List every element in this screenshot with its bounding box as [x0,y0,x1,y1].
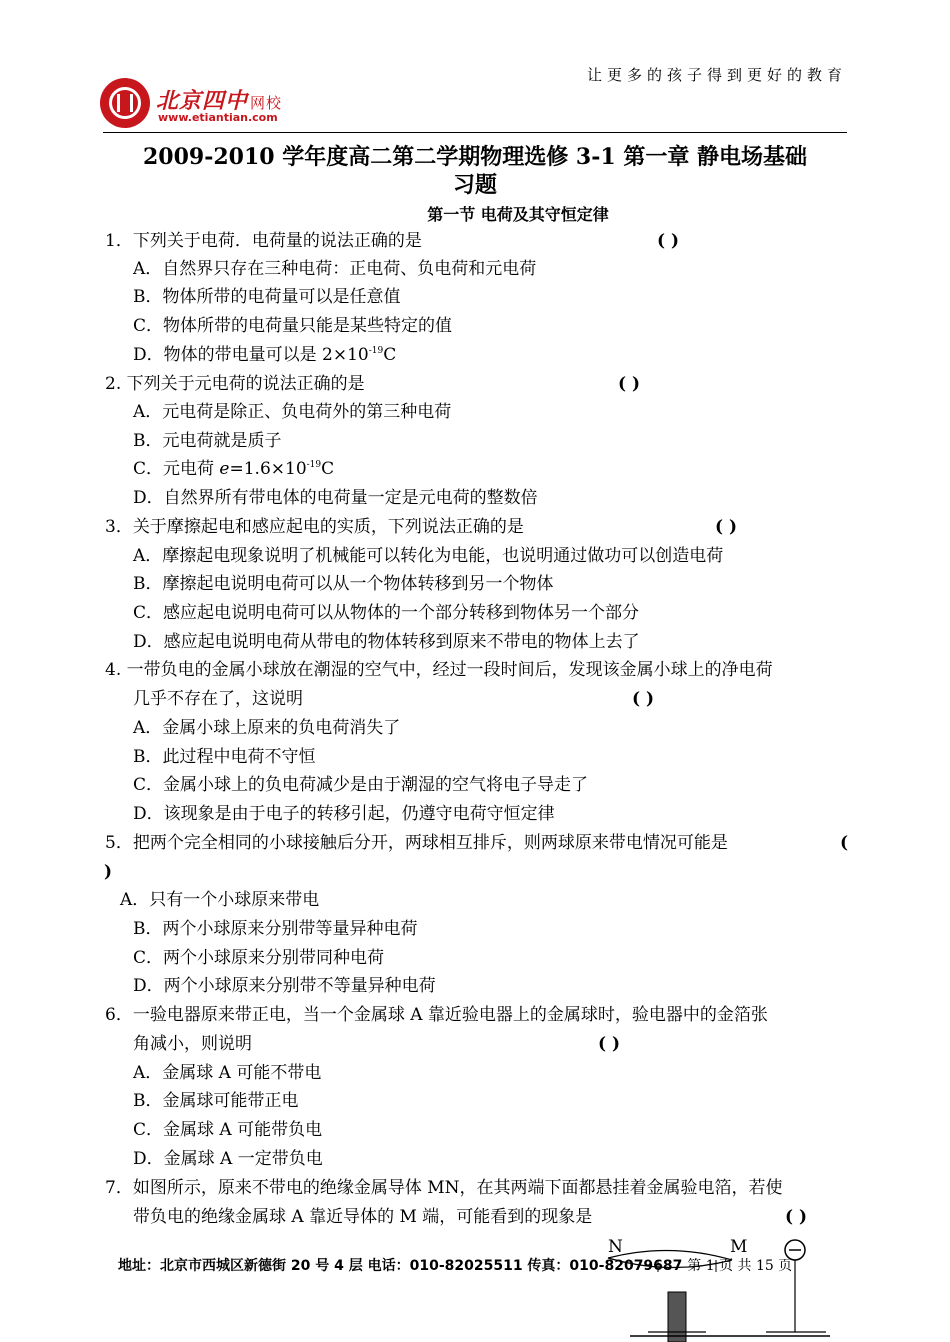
q6-option-b: B．金属球可能带正电 [133,1091,299,1111]
q5-option-c: C．两个小球原来分别带同种电荷 [133,948,385,968]
section-heading: 第一节 电荷及其守恒定律 [427,205,609,224]
logo-sub: 网校 [250,94,283,112]
q6-option-a: A．金属球 A 可能不带电 [133,1063,322,1083]
question-4-stem-line2: 几乎不存在了，这说明 [133,689,303,709]
answer-blank-6: ( ) [598,1034,621,1054]
question-6-stem-line1: 6．一验电器原来带正电，当一个金属球 A 靠近验电器上的金属球时，验电器中的金箔张 [105,1005,768,1025]
slogan: 让更多的孩子得到更好的教育 [586,66,847,84]
question-4-stem-line1: 4. 一带负电的金属小球放在潮湿的空气中，经过一段时间后，发现该金属小球上的净电荷 [105,660,773,680]
answer-blank-1: ( ) [657,231,680,251]
footer-address: 地址：北京市西城区新德街 20 号 4 层 电话：010-82025511 传真：010-82079687 [118,1258,683,1274]
question-2-stem: 2. 下列关于元电荷的说法正确的是 [105,374,365,394]
answer-blank-2: ( ) [618,374,641,394]
document-title: 2009-2010 学年度高二第二学期物理选修 3-1 第一章 静电场基础 习题 [143,144,807,198]
conductor-figure [600,1232,840,1342]
q4-option-a: A．金属小球上原来的负电荷消失了 [133,718,401,738]
q6-option-c: C．金属球 A 可能带负电 [133,1120,323,1140]
question-5-stem: 5．把两个完全相同的小球接触后分开，两球相互排斥，则两球原来带电情况可能是 [105,833,728,853]
q5-option-d: D．两个小球原来分别带不等量异种电荷 [133,976,436,996]
q3-option-a: A．摩擦起电现象说明了机械能可以转化为电能，也说明通过做功可以创造电荷 [133,546,724,566]
answer-blank-4: ( ) [632,689,655,709]
school-emblem-icon [100,78,150,128]
logo-name: 北京四中 网校 [156,88,283,114]
answer-blank-7: ( ) [785,1207,808,1227]
question-3-stem: 3．关于摩擦起电和感应起电的实质，下列说法正确的是 [105,517,524,537]
q1-option-b: B．物体所带的电荷量可以是任意值 [133,287,401,307]
label-n: N [608,1237,623,1257]
answer-blank-5-open: ( [840,833,849,853]
q5-option-a: A．只有一个小球原来带电 [120,890,320,910]
q6-option-d: D．金属球 A 一定带负电 [133,1149,323,1169]
question-6-stem-line2: 角减小，则说明 [133,1034,252,1054]
q1-option-a: A．自然界只存在三种电荷：正电荷、负电荷和元电荷 [133,259,537,279]
page-number: 第 1 页 共 15 页 [687,1258,793,1274]
question-7-stem-line2: 带负电的绝缘金属球 A 靠近导体的 M 端，可能看到的现象是 [133,1207,593,1227]
q5-option-b: B．两个小球原来分别带等量异种电荷 [133,919,418,939]
question-7-stem-line1: 7．如图所示，原来不带电的绝缘金属导体 MN，在其两端下面都悬挂着金属验电箔，若使 [105,1178,783,1198]
answer-blank-5-close: ) [104,862,113,882]
q3-option-d: D．感应起电说明电荷从带电的物体转移到原来不带电的物体上去了 [133,632,640,652]
q2-option-d: D．自然界所有带电体的电荷量一定是元电荷的整数倍 [133,488,538,508]
label-m: M [730,1237,748,1257]
header-divider [103,132,847,133]
q1-option-c: C．物体所带的电荷量只能是某些特定的值 [133,316,453,336]
insulating-stand [668,1292,686,1342]
q4-option-d: D．该现象是由于电子的转移引起，仍遵守电荷守恒定律 [133,804,555,824]
question-1-stem: 1．下列关于电荷．电荷量的说法正确的是 [105,231,422,251]
q3-option-c: C．感应起电说明电荷可以从物体的一个部分转移到物体另一个部分 [133,603,640,623]
q2-option-a: A．元电荷是除正、负电荷外的第三种电荷 [133,402,452,422]
page-footer [118,1255,792,1275]
q1-option-d: D．物体的带电量可以是 $2\times 10^{-19}C$ [133,345,397,365]
q2-option-c: C．元电荷 $e=1.6\times 10^{-19}C$ [133,459,335,479]
q2-option-b: B．元电荷就是质子 [133,431,282,451]
school-logo [100,78,400,130]
q3-option-b: B．摩擦起电说明电荷可以从一个物体转移到另一个物体 [133,574,554,594]
q4-option-b: B．此过程中电荷不守恒 [133,747,316,767]
answer-blank-3: ( ) [715,517,738,537]
q4-option-c: C．金属小球上的负电荷减少是由于潮湿的空气将电子导走了 [133,775,589,795]
logo-url: www.etiantian.com [158,111,278,124]
